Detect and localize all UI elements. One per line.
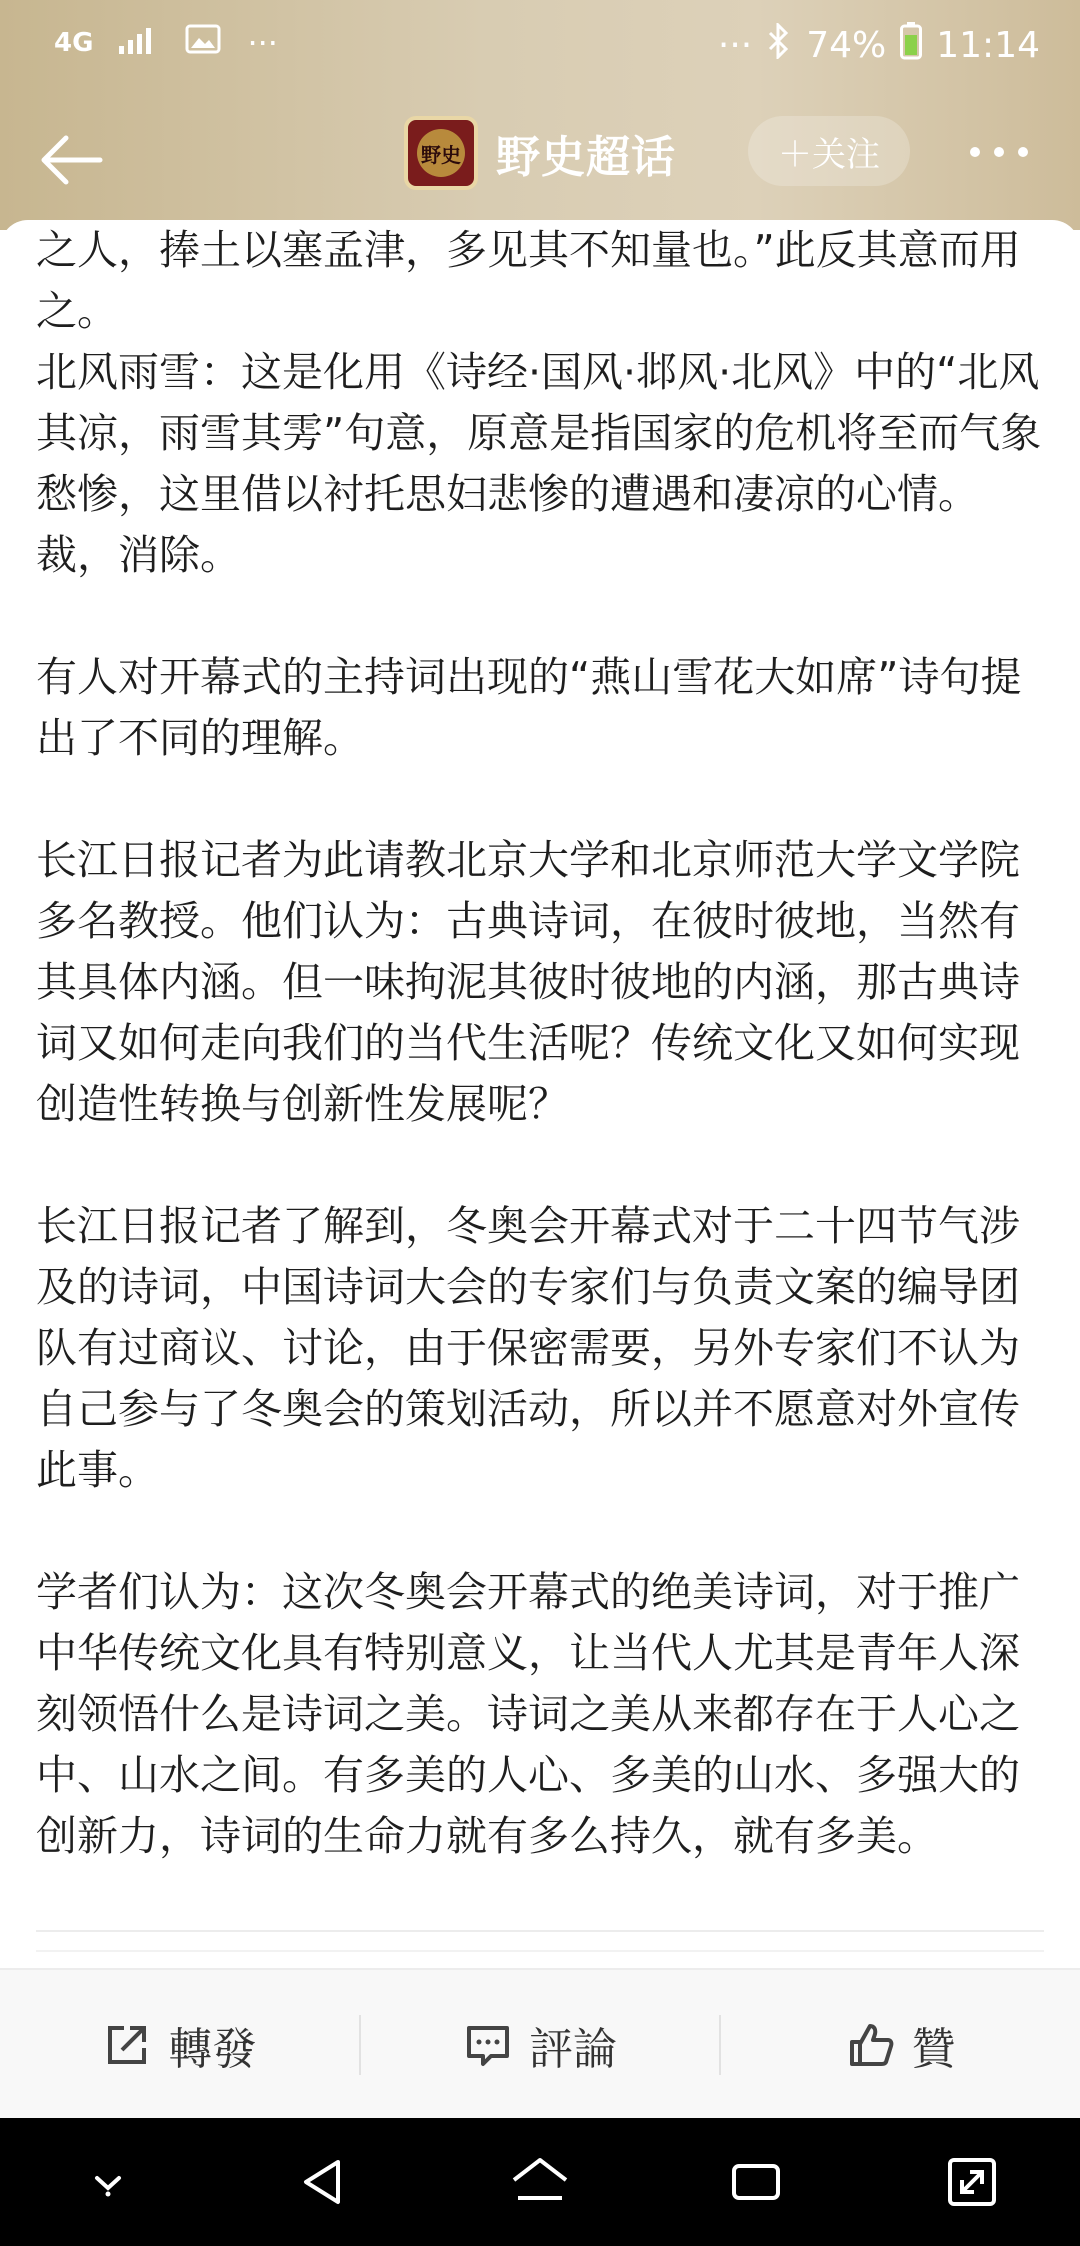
more-dot [1018,147,1028,157]
channel-logo [404,116,478,190]
back-arrow-icon [36,128,106,192]
nav-home-button[interactable] [495,2137,585,2227]
comment-label: 評論 [529,2024,617,2075]
more-dot [994,147,1004,157]
top-nav [0,110,1080,210]
nav-expand-button[interactable] [927,2137,1017,2227]
article-body [36,220,1046,1928]
bluetooth-icon [766,23,792,68]
comment-icon [463,2020,513,2070]
share-icon [102,2020,152,2070]
status-overflow: ··· [247,24,278,62]
signal-icon [119,24,159,62]
repost-button[interactable] [0,2013,359,2077]
article-paragraph: 学者们认为：这次冬奥会开幕式的绝美诗词，对于推广中华传统文化具有特别意义，让当代人尤其是青年人深刻领悟什么是诗词之美。诗词之美从来都存在于人心之中、山水之间。有多美的人心、多美的山水、多强大的创新力，诗词的生命力就有多么持久，就有多美。 [36,1568,1020,1860]
nav-expand-icon [942,2152,1002,2212]
channel-title[interactable] [404,116,676,190]
repost-label: 轉發 [168,2024,257,2075]
article-paragraph: 有人对开幕式的主持词出现的“燕山雪花大如席”诗句提出了不同的理解。 [36,653,1022,762]
page-title: 野史超话 [496,132,676,183]
clock: 11:14 [936,25,1040,66]
more-dot [970,147,980,157]
image-icon [185,24,221,62]
back-button[interactable] [36,128,116,192]
like-button[interactable] [721,2013,1080,2077]
status-overflow-right: ··· [717,25,753,66]
nav-back-icon [294,2152,354,2212]
divider [36,1950,1044,1952]
comment-button[interactable] [361,2013,720,2077]
battery-percent: 74% [806,25,887,66]
divider [36,1930,1044,1932]
nav-recents-icon [726,2152,786,2212]
like-label: 贊 [911,2024,956,2075]
nav-down-icon [83,2162,133,2202]
nav-recents-button[interactable] [711,2137,801,2227]
network-indicator: 4G [54,28,94,58]
article-content[interactable] [0,220,1080,1970]
battery-icon [900,22,922,69]
follow-button[interactable]: ＋关注 [748,116,910,186]
more-options-button[interactable] [970,140,1040,164]
nav-home-icon [508,2152,572,2212]
article-paragraph: 北风雨雪：这是化用《诗经·国风·邶风·北风》中的“北风其凉，雨雪其雱”句意，原意是指国家的危机将至而气象愁惨，这里借以衬托思妇悲惨的遭遇和凄凉的心情。裁，消除。 [36,348,1042,579]
action-bar [0,1968,1080,2120]
article-paragraph: 之人，捧土以塞孟津，多见其不知量也。”此反其意而用之。 [36,226,1021,335]
status-bar [0,0,1080,90]
article-paragraph: 长江日报记者为此请教北京大学和北京师范大学文学院多名教授。他们认为：古典诗词，在彼时彼地，当然有其具体内涵。但一味拘泥其彼时彼地的内涵，那古典诗词又如何走向我们的当代生活呢？传统文化又如何实现创造性转换与创新性发展呢？ [36,836,1020,1128]
thumbs-up-icon [846,2020,896,2070]
system-navigation-bar [0,2118,1080,2246]
logo-text: 野史 [417,129,465,177]
article-paragraph: 长江日报记者了解到，冬奥会开幕式对于二十四节气涉及的诗词，中国诗词大会的专家们与负责文案的编导团队有过商议、讨论，由于保密需要，另外专家们不认为自己参与了冬奥会的策划活动，所以并不愿意对外宣传此事。 [36,1202,1020,1494]
nav-back-button[interactable] [279,2137,369,2227]
nav-down-button[interactable] [63,2137,153,2227]
